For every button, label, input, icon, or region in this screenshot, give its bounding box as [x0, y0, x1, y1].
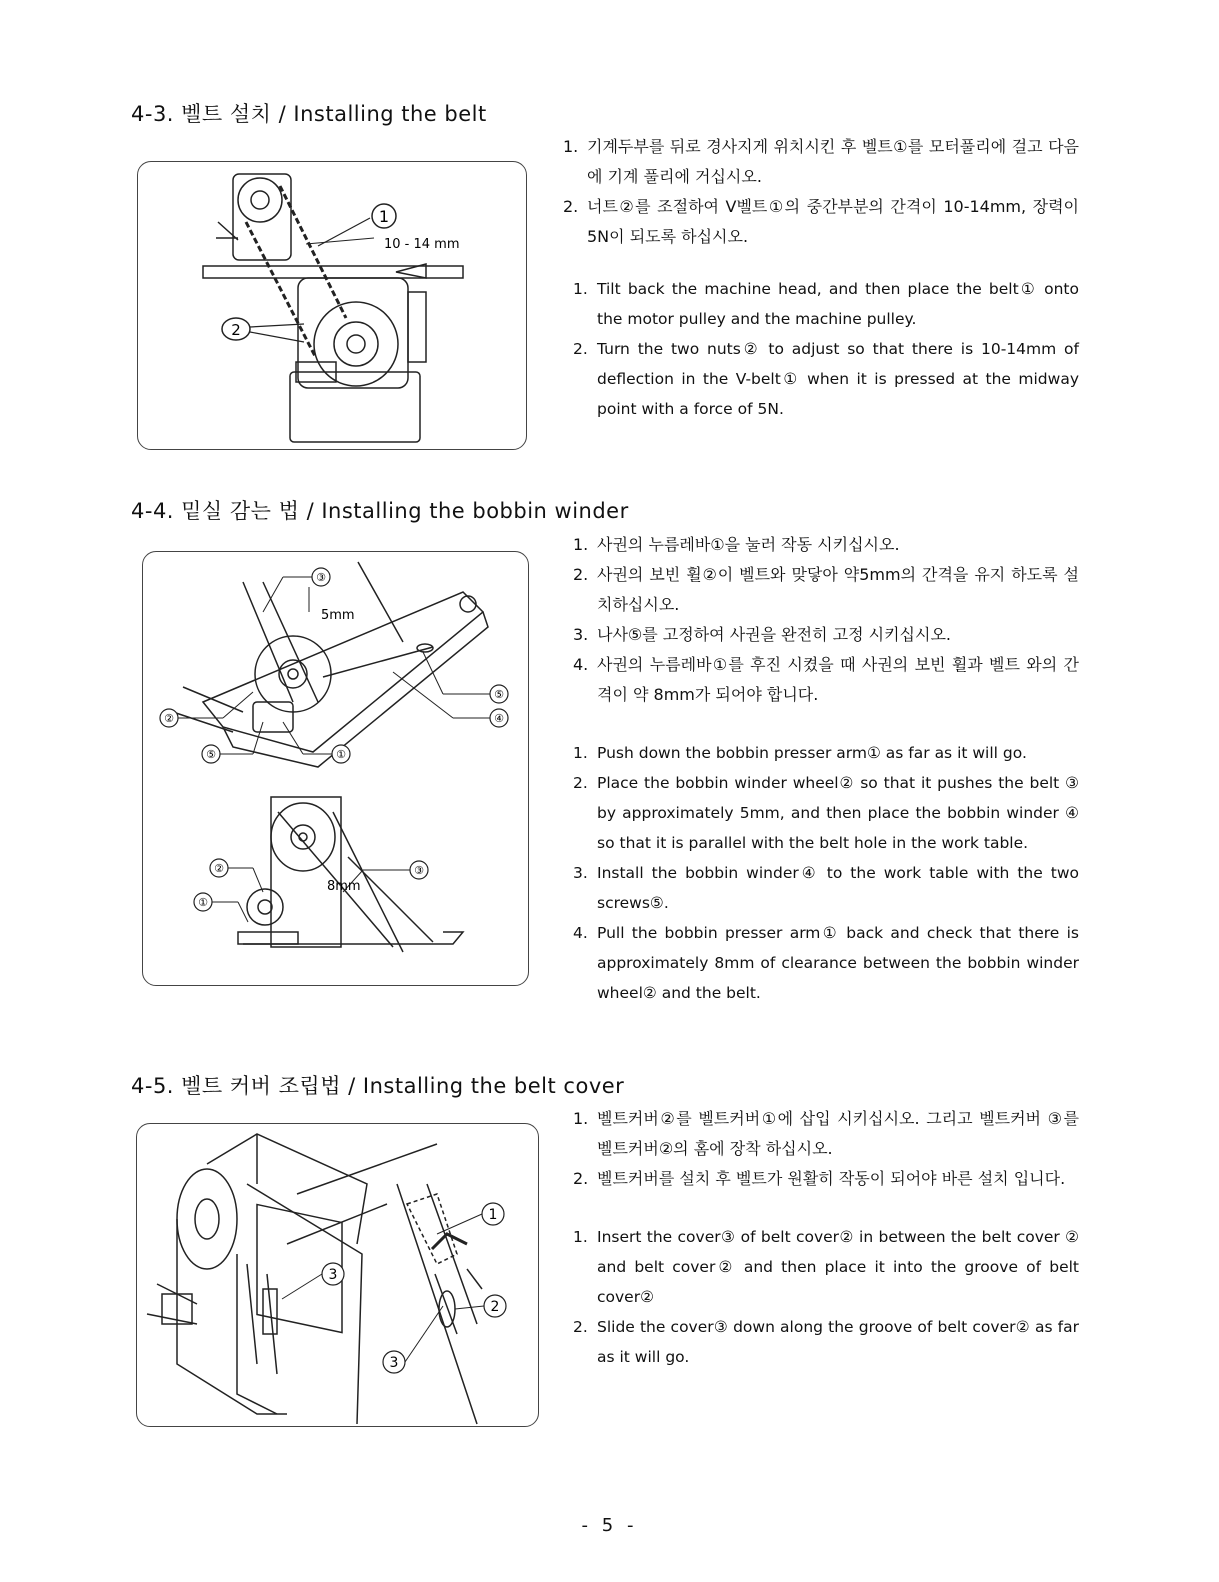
item-text: Place the bobbin winder wheel② so that it pushes the belt ③ by approximately 5mm, and then place the bobbin winder ④ so that it is parallel with the belt hole in the work table. [597, 774, 1079, 852]
item-number: 3. [573, 864, 588, 882]
list-item [563, 1104, 1079, 1164]
item-number: 1. [573, 280, 588, 298]
belt-instructions [563, 132, 1079, 424]
callout-3-top: ③ [316, 571, 326, 584]
item-number: 1. [563, 137, 579, 156]
item-number: 2. [573, 1169, 589, 1188]
bobbin-instructions [563, 530, 1079, 1008]
list-item [563, 192, 1079, 252]
callout-3-lower-label: 3 [389, 1355, 399, 1371]
item-text: 벨트커버를 설치 후 벨트가 원활히 작동이 되어야 바른 설치 입니다. [597, 1169, 1066, 1188]
item-text: 너트②를 조절하여 V벨트①의 중간부분의 간격이 10-14mm, 장력이 5N이 되도록 하십시오. [587, 197, 1079, 246]
callout-3-bottom: ③ [414, 864, 424, 877]
item-number: 1. [573, 1228, 588, 1246]
belt-installation-figure [137, 161, 527, 450]
callout-1-label: 1 [378, 207, 390, 226]
list-item [563, 334, 1079, 424]
item-number: 1. [573, 1109, 589, 1128]
list-item [563, 1164, 1079, 1194]
list-item [563, 530, 1079, 560]
list-item [563, 560, 1079, 620]
callout-3-label: 3 [328, 1267, 338, 1283]
list-item [563, 858, 1079, 918]
item-text: 기계두부를 뒤로 경사지게 위치시킨 후 벨트①를 모터풀리에 걸고 다음에 기계 풀리에 거십시오. [587, 137, 1079, 186]
item-number: 1. [573, 535, 589, 554]
belt-cover-figure [136, 1123, 539, 1427]
page-number: - 5 - [581, 1515, 638, 1536]
list-item [563, 1222, 1079, 1312]
item-text: 사권의 누름레바①을 눌러 작동 시키십시오. [597, 535, 900, 554]
callout-1-bottom: ① [198, 896, 208, 909]
section-title-bobbin: 4-4. 밑실 감는 법 / Installing the bobbin winder [131, 499, 629, 523]
callout-2-label: 2 [231, 321, 241, 339]
callout-1-top: ① [336, 748, 346, 761]
list-item [563, 738, 1079, 768]
callout-5-bottom: ⑤ [206, 748, 216, 761]
item-text: 벨트커버②를 벨트커버①에 삽입 시키십시오. 그리고 벨트커버 ③를 벨트커버②의 홈에 장착 하십시오. [597, 1109, 1079, 1158]
item-text: Install the bobbin winder④ to the work table with the two screws⑤. [597, 864, 1079, 912]
item-text: 나사⑤를 고정하여 사권을 완전히 고정 시키십시오. [597, 625, 951, 644]
list-item [563, 274, 1079, 334]
item-number: 2. [573, 774, 588, 792]
item-number: 2. [573, 1318, 588, 1336]
item-number: 2. [563, 197, 579, 216]
dimension-label: 10 - 14 mm [384, 237, 460, 252]
item-number: 4. [573, 655, 589, 674]
item-text: 사권의 누름레바①를 후진 시켰을 때 사권의 보빈 휠과 벨트 와의 간격이 약 8mm가 되어야 합니다. [597, 655, 1079, 704]
callout-2-label: 2 [490, 1299, 500, 1315]
item-text: Push down the bobbin presser arm① as far as it will go. [597, 744, 1027, 762]
item-text: Insert the cover③ of belt cover② in between the belt cover ② and belt cover② and then place it into the groove of belt cover② [597, 1228, 1079, 1306]
list-item [563, 650, 1079, 710]
section-title-belt-cover: 4-5. 벨트 커버 조립법 / Installing the belt cover [131, 1074, 625, 1098]
callout-2-bottom: ② [214, 862, 224, 875]
list-item [563, 620, 1079, 650]
section-title-belt: 4-3. 벨트 설치 / Installing the belt [131, 102, 487, 126]
item-text: Pull the bobbin presser arm① back and check that there is approximately 8mm of clearance between the bobbin winder wheel② and the belt. [597, 924, 1079, 1002]
item-number: 2. [573, 565, 589, 584]
item-text: Turn the two nuts② to adjust so that there is 10-14mm of deflection in the V-belt① when it is pressed at the midway point with a force of 5N. [597, 340, 1079, 418]
item-text: 사권의 보빈 휠②이 벨트와 맞닿아 약5mm의 간격을 유지 하도록 설치하십시오. [597, 565, 1079, 614]
item-text: Slide the cover③ down along the groove of belt cover② as far as it will go. [597, 1318, 1079, 1366]
callout-2-top: ② [164, 712, 174, 725]
item-number: 4. [573, 924, 588, 942]
item-number: 2. [573, 340, 588, 358]
dimension-5mm: 5mm [321, 608, 355, 623]
bobbin-winder-figure [142, 551, 529, 986]
callout-5-top: ⑤ [494, 688, 504, 701]
dimension-8mm: 8mm [327, 879, 361, 894]
callout-4-top: ④ [494, 712, 504, 725]
item-number: 3. [573, 625, 589, 644]
belt-cover-instructions [563, 1104, 1079, 1372]
list-item [563, 768, 1079, 858]
list-item [563, 918, 1079, 1008]
item-number: 1. [573, 744, 588, 762]
item-text: Tilt back the machine head, and then place the belt① onto the motor pulley and the machine pulley. [597, 280, 1079, 328]
list-item [563, 132, 1079, 192]
list-item [563, 1312, 1079, 1372]
callout-1-label: 1 [488, 1207, 498, 1223]
